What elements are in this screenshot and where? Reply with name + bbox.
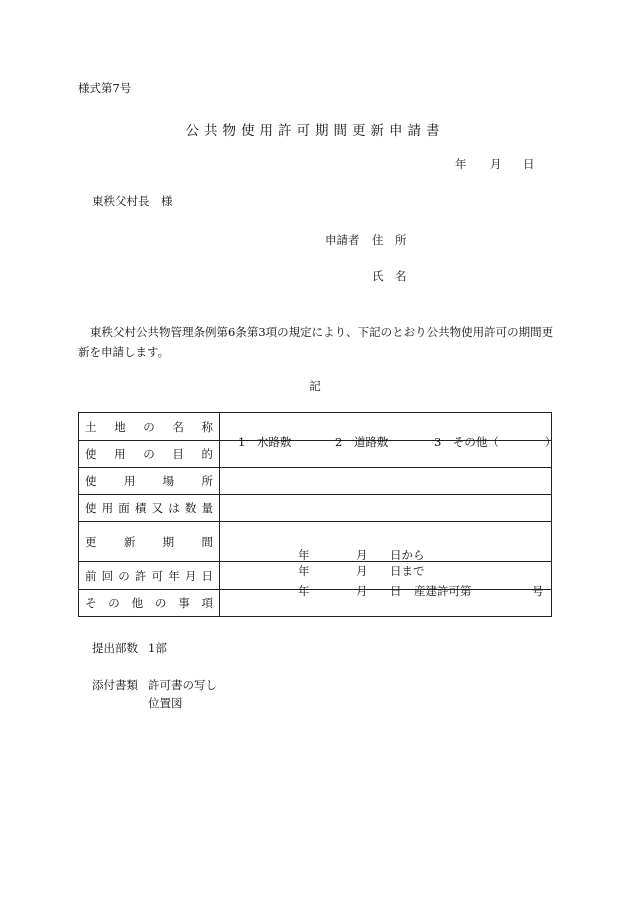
name-label: 氏 名 (372, 269, 407, 283)
row-label (79, 495, 220, 522)
row-label-char: 目 (172, 447, 184, 461)
row-label-char: 的 (201, 447, 213, 461)
row-label-char: 用 (114, 447, 126, 461)
row-label-char: 許 (134, 568, 147, 583)
row-label-char: 回 (101, 568, 114, 583)
renewal-to-day: 日まで (390, 563, 425, 578)
row-label-char: 事 (178, 596, 190, 610)
row-label-char: 更 (85, 534, 97, 549)
row-label-char: 名 (172, 419, 184, 434)
row-label-char: 新 (123, 534, 136, 549)
row-label-char: の (143, 447, 155, 461)
attachment-item: 許可書の写し (148, 678, 217, 692)
row-label-char: 使 (85, 501, 97, 515)
row-label-char: 数 (184, 501, 197, 515)
row-label-char: 場 (162, 474, 175, 488)
document-title: 公共物使用許可期間更新申請書 (185, 123, 445, 139)
renewal-to-year: 年 (298, 563, 310, 578)
row-label (79, 468, 220, 495)
row-label (79, 522, 220, 562)
row-label-char: 量 (201, 501, 213, 515)
row-label-text (85, 534, 213, 550)
address-label: 住 所 (372, 233, 407, 247)
row-label-text (85, 446, 213, 462)
body-text: 東秩父村公共物管理条例第6条第3項の規定により、下記のとおり公共物使用許可の期間更新を申請します。 (78, 325, 554, 359)
previous-permit-cell (220, 562, 552, 598)
applicant-label: 申請者 (325, 233, 360, 247)
row-label-char: 年 (168, 568, 180, 583)
row-label-char: 間 (201, 534, 213, 549)
land-option-3: 3 その他（ ） (434, 434, 557, 449)
row-label-char: は (168, 501, 180, 515)
permit-number-suffix: 号 (532, 583, 544, 598)
renewal-from-month: 月 (356, 547, 368, 562)
row-label (79, 413, 220, 441)
row-label-char: そ (85, 596, 97, 610)
row-label-char: 称 (201, 419, 213, 434)
attachment-item: 位置図 (148, 696, 183, 710)
row-label-char: 又 (151, 501, 164, 515)
row-label-char: の (118, 568, 130, 583)
row-label-char: 所 (201, 474, 213, 488)
table-row (79, 413, 552, 441)
table-row (79, 495, 552, 522)
previous-month: 月 (356, 583, 368, 598)
renewal-to-month: 月 (356, 563, 368, 578)
copies-value: 1部 (148, 641, 167, 655)
row-label-text (85, 568, 213, 584)
row-label-char: 日 (201, 568, 213, 583)
land-name-cell (220, 413, 557, 449)
row-label-char: 地 (114, 419, 126, 434)
row-label (79, 590, 220, 617)
row-label-char: 期 (162, 534, 175, 549)
permit-number-label: 産建許可第 (414, 583, 472, 598)
land-option-1: 1 水路敷 (238, 434, 292, 449)
renewal-period-cell (220, 522, 552, 578)
date-day: 日 (523, 157, 535, 171)
date-year: 年 (455, 157, 467, 171)
row-label-char: 積 (134, 501, 147, 515)
table-row (79, 522, 552, 562)
date-month: 月 (490, 157, 502, 171)
addressee: 東秩父村長 様 (92, 194, 173, 208)
row-label-char: 前 (85, 568, 97, 583)
row-label-char: 用 (123, 474, 136, 488)
row-label-char: 項 (201, 596, 213, 610)
row-label (79, 562, 220, 590)
row-label-char: 面 (118, 501, 130, 515)
area-cell (220, 495, 552, 522)
row-label-char: 他 (131, 596, 144, 610)
row-label-text (85, 473, 213, 489)
form-number: 様式第7号 (78, 81, 132, 95)
application-table (78, 412, 557, 617)
previous-year: 年 (298, 583, 310, 598)
row-label-text (85, 595, 213, 611)
table-row (79, 562, 552, 590)
row-label-char: 使 (85, 474, 97, 488)
attachments-label: 添付書類 (92, 678, 138, 692)
row-label-text (85, 500, 213, 516)
renewal-from-year: 年 (298, 547, 310, 562)
row-label-char: の (154, 596, 167, 610)
row-label-char: 使 (85, 447, 97, 461)
ki-heading: 記 (309, 379, 321, 393)
copies-label: 提出部数 (92, 641, 138, 655)
table-row (79, 590, 552, 617)
table-row (79, 468, 552, 495)
location-cell (220, 468, 552, 495)
row-label (79, 441, 220, 468)
row-label-char: 用 (101, 501, 114, 515)
land-option-2: 2 道路敷 (335, 434, 389, 449)
row-label-char: の (108, 596, 120, 610)
renewal-from-day: 日から (390, 547, 425, 562)
row-label-char: の (143, 419, 155, 434)
other-matters-cell (220, 590, 552, 617)
previous-day: 日 (390, 583, 402, 598)
row-label-char: 可 (151, 568, 164, 583)
row-label-text (85, 419, 213, 435)
row-label-char: 月 (184, 568, 197, 583)
row-label-char: 土 (85, 419, 97, 434)
